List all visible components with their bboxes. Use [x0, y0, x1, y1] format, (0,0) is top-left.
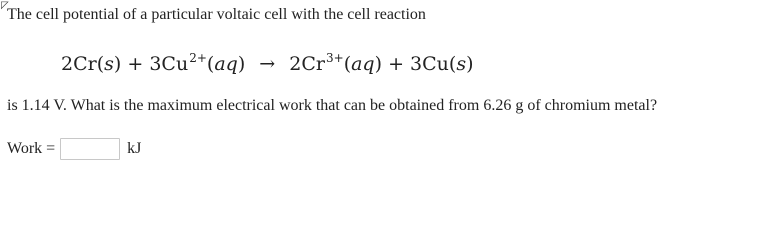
work-answer-input[interactable]: [60, 138, 120, 160]
right-term-1-coefficient: 2Cr: [289, 53, 325, 75]
left-term-2-state: aq: [214, 53, 238, 75]
right-plus-sign: +: [388, 53, 404, 75]
left-term-1-coefficient: 2Cr(: [61, 53, 105, 75]
right-term-1-charge: 3+: [325, 51, 344, 65]
left-plus-sign: +: [127, 53, 144, 75]
question-intro-line: [1, 0, 426, 25]
left-term-2-charge: 2+: [189, 51, 207, 65]
work-label: Work =: [7, 140, 56, 157]
right-term-1-close: ): [374, 53, 383, 75]
work-unit-label: kJ: [127, 140, 142, 157]
right-term-2-close: ): [466, 53, 474, 75]
question-follow-up: is 1.14 V. What is the maximum electrical work that can be obtained from 6.26 g of chromium metal?: [7, 97, 658, 114]
right-term-2-coefficient: 3Cu(: [410, 53, 457, 75]
left-term-2-close: ): [237, 53, 246, 75]
left-term-2-coefficient: 3Cu: [149, 53, 189, 75]
corner-mark-icon: ◸: [1, 0, 9, 11]
left-term-1-state: s: [104, 53, 114, 75]
right-term-1-state: aq: [351, 53, 375, 75]
right-term-1-open: (: [343, 53, 352, 75]
question-intro-text: The cell potential of a particular voltaic cell with the cell reaction: [7, 6, 426, 23]
left-term-1-close: ): [113, 53, 122, 75]
answer-row: [7, 135, 141, 163]
chemical-equation: [61, 47, 474, 75]
right-term-2-state: s: [456, 53, 467, 75]
reaction-arrow-icon: →: [259, 53, 276, 75]
left-term-2-open: (: [206, 53, 215, 75]
